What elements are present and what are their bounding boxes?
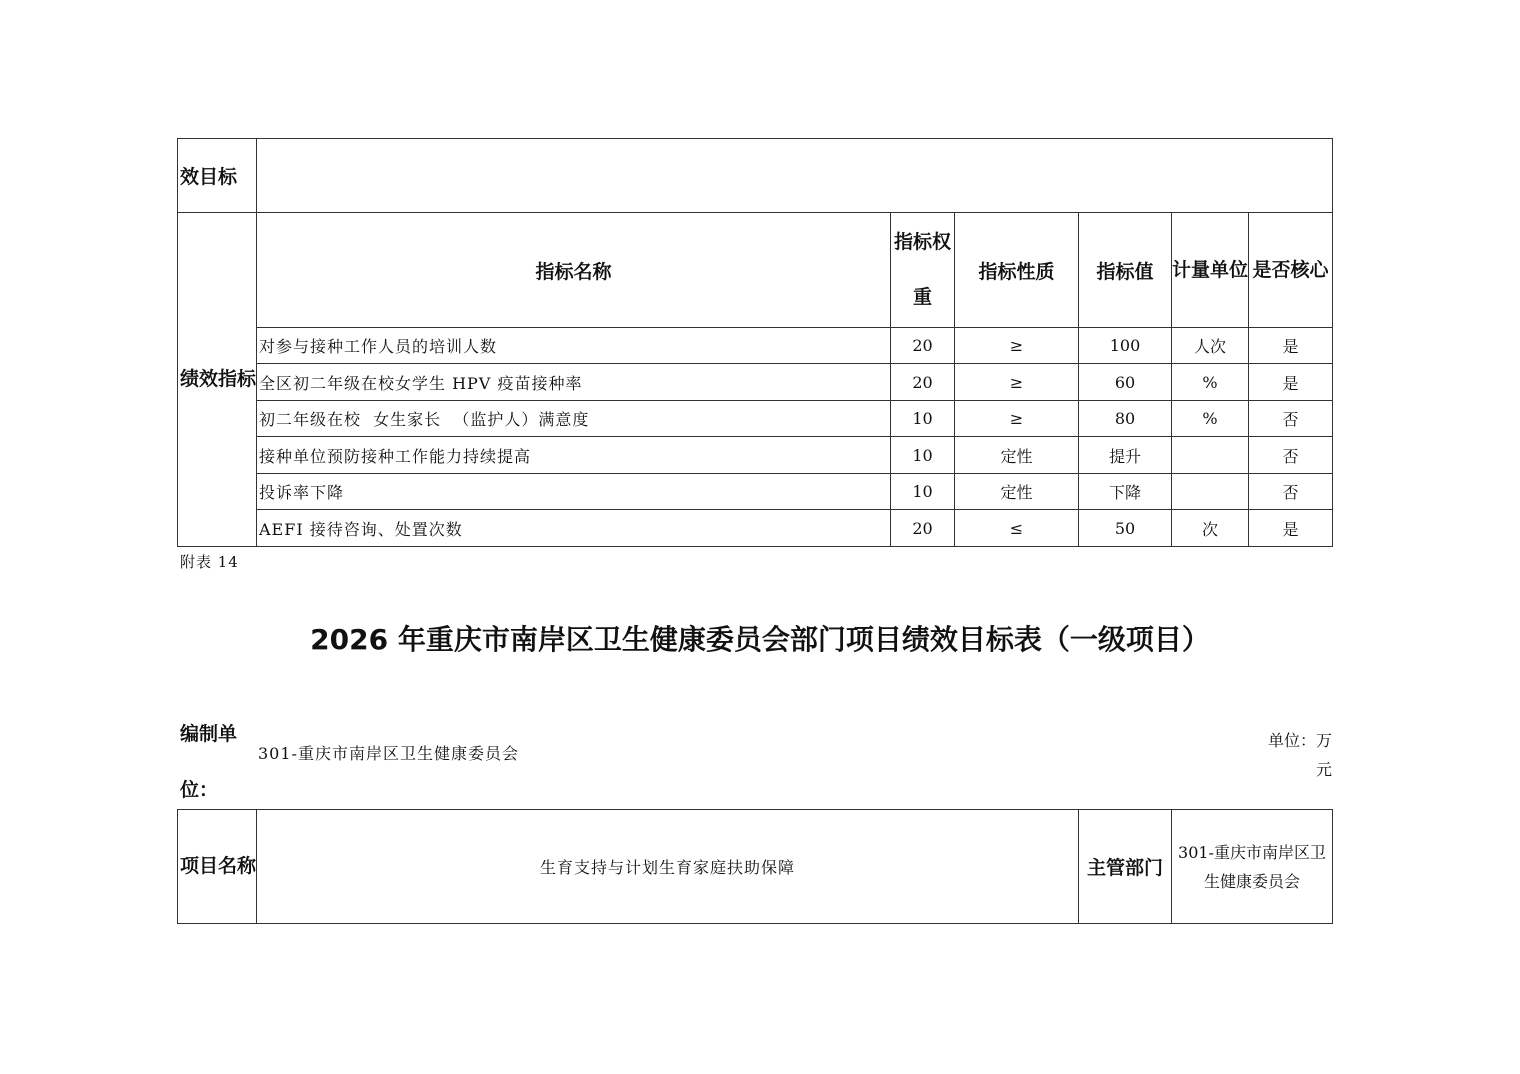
indicator-nature: ≥ bbox=[955, 364, 1079, 401]
table-row bbox=[178, 437, 1333, 474]
goal-label-cell: 效目标 bbox=[178, 139, 257, 213]
indicator-nature: ≥ bbox=[955, 328, 1079, 364]
indicator-value: 100 bbox=[1079, 328, 1172, 364]
dept-label: 主管部门 bbox=[1079, 810, 1172, 924]
page-title: 2026 年重庆市南岸区卫生健康委员会部门项目绩效目标表（一级项目） bbox=[310, 623, 1210, 656]
header-is-core: 是否核心 bbox=[1249, 213, 1333, 328]
indicator-value: 下降 bbox=[1079, 474, 1172, 510]
header-measure-unit: 计量单位 bbox=[1172, 213, 1249, 328]
header-indicator-value: 指标值 bbox=[1079, 213, 1172, 328]
indicator-name: 全区初二年级在校女学生 HPV 疫苗接种率 bbox=[257, 364, 891, 401]
indicator-nature: 定性 bbox=[955, 437, 1079, 474]
table-row bbox=[178, 328, 1333, 364]
compiling-unit-label: 编制单位： bbox=[180, 723, 238, 801]
table-row bbox=[178, 401, 1333, 437]
indicator-nature: ≤ bbox=[955, 510, 1079, 547]
project-name-label: 项目名称 bbox=[178, 810, 257, 924]
indicator-weight: 10 bbox=[891, 401, 955, 437]
indicator-unit: % bbox=[1172, 364, 1249, 401]
indicator-nature: ≥ bbox=[955, 401, 1079, 437]
indicator-nature: 定性 bbox=[955, 474, 1079, 510]
indicator-unit: 人次 bbox=[1172, 328, 1249, 364]
indicator-weight: 20 bbox=[891, 364, 955, 401]
table-row bbox=[178, 364, 1333, 401]
indicator-weight: 20 bbox=[891, 328, 955, 364]
table-row bbox=[178, 474, 1333, 510]
header-indicator-nature: 指标性质 bbox=[955, 213, 1079, 328]
table-row bbox=[178, 510, 1333, 547]
indicator-core: 否 bbox=[1249, 474, 1333, 510]
indicator-core: 否 bbox=[1249, 401, 1333, 437]
compiling-unit-value: 301-重庆市南岸区卫生健康委员会 bbox=[258, 744, 519, 763]
performance-indicator-table bbox=[177, 138, 1333, 547]
money-unit-label: 单位：万元 bbox=[1267, 731, 1332, 779]
indicator-value: 50 bbox=[1079, 510, 1172, 547]
indicator-unit: 次 bbox=[1172, 510, 1249, 547]
indicator-value: 提升 bbox=[1079, 437, 1172, 474]
indicator-unit: % bbox=[1172, 401, 1249, 437]
indicator-value: 60 bbox=[1079, 364, 1172, 401]
indicator-name: 初二年级在校 女生家长 （监护人）满意度 bbox=[257, 401, 891, 437]
dept-value: 301-重庆市南岸区卫生健康委员会 bbox=[1172, 810, 1333, 924]
indicator-value: 80 bbox=[1079, 401, 1172, 437]
project-info-table bbox=[177, 809, 1333, 924]
indicator-core: 是 bbox=[1249, 328, 1333, 364]
project-name-value: 生育支持与计划生育家庭扶助保障 bbox=[257, 810, 1079, 924]
indicator-core: 否 bbox=[1249, 437, 1333, 474]
header-indicator-name: 指标名称 bbox=[257, 213, 891, 328]
indicator-unit bbox=[1172, 474, 1249, 510]
indicator-weight: 10 bbox=[891, 437, 955, 474]
indicator-name: 接种单位预防接种工作能力持续提高 bbox=[257, 437, 891, 474]
indicator-core: 是 bbox=[1249, 510, 1333, 547]
indicator-side-label: 绩效指标 bbox=[178, 213, 257, 547]
indicator-unit bbox=[1172, 437, 1249, 474]
appendix-note: 附表 14 bbox=[180, 553, 239, 571]
indicator-weight: 20 bbox=[891, 510, 955, 547]
goal-content-cell bbox=[257, 139, 1333, 213]
indicator-weight: 10 bbox=[891, 474, 955, 510]
indicator-core: 是 bbox=[1249, 364, 1333, 401]
indicator-name: 对参与接种工作人员的培训人数 bbox=[257, 328, 891, 364]
indicator-name: 投诉率下降 bbox=[257, 474, 891, 510]
header-indicator-weight: 指标权重 bbox=[891, 213, 955, 328]
indicator-name: AEFI 接待咨询、处置次数 bbox=[257, 510, 891, 547]
